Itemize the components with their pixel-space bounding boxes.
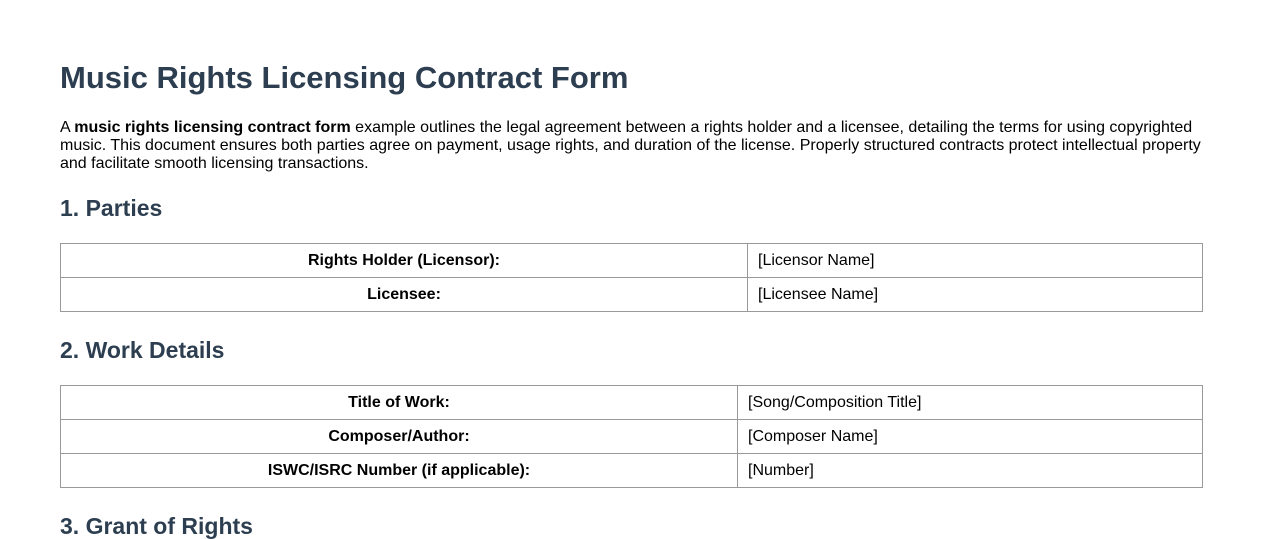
intro-bold-term: music rights licensing contract form: [74, 119, 351, 136]
table-row: [61, 386, 1203, 420]
section-heading-parties: 1. Parties: [60, 195, 163, 221]
document-title: Music Rights Licensing Contract Form: [60, 60, 629, 95]
table-row: [61, 278, 1203, 312]
row-value: [Licensor Name]: [748, 244, 1203, 278]
row-label: Composer/Author:: [61, 420, 738, 454]
row-value: [Composer Name]: [738, 420, 1203, 454]
row-label: Rights Holder (Licensor):: [61, 244, 748, 278]
row-label: Title of Work:: [61, 386, 738, 420]
section-heading-work-details: 2. Work Details: [60, 337, 225, 363]
intro-suffix: example outlines the legal agreement between a rights holder and a licensee, detailing the terms for using copyrighted music. This document ensures both parties agree on payment, usage rights, and duration of the license. Properly structured contracts protect intellectual property and facilitate smooth licensing transactions.: [60, 119, 1201, 172]
row-label: ISWC/ISRC Number (if applicable):: [61, 454, 738, 488]
work-details-table: [60, 385, 1203, 488]
row-value: [Song/Composition Title]: [738, 386, 1203, 420]
intro-paragraph: [60, 119, 1203, 173]
table-row: [61, 454, 1203, 488]
intro-prefix: A: [60, 119, 75, 136]
parties-table: [60, 243, 1203, 312]
row-value: [Number]: [738, 454, 1203, 488]
table-row: [61, 244, 1203, 278]
row-value: [Licensee Name]: [748, 278, 1203, 312]
row-label: Licensee:: [61, 278, 748, 312]
table-row: [61, 420, 1203, 454]
section-heading-grant-of-rights: 3. Grant of Rights: [60, 513, 253, 539]
